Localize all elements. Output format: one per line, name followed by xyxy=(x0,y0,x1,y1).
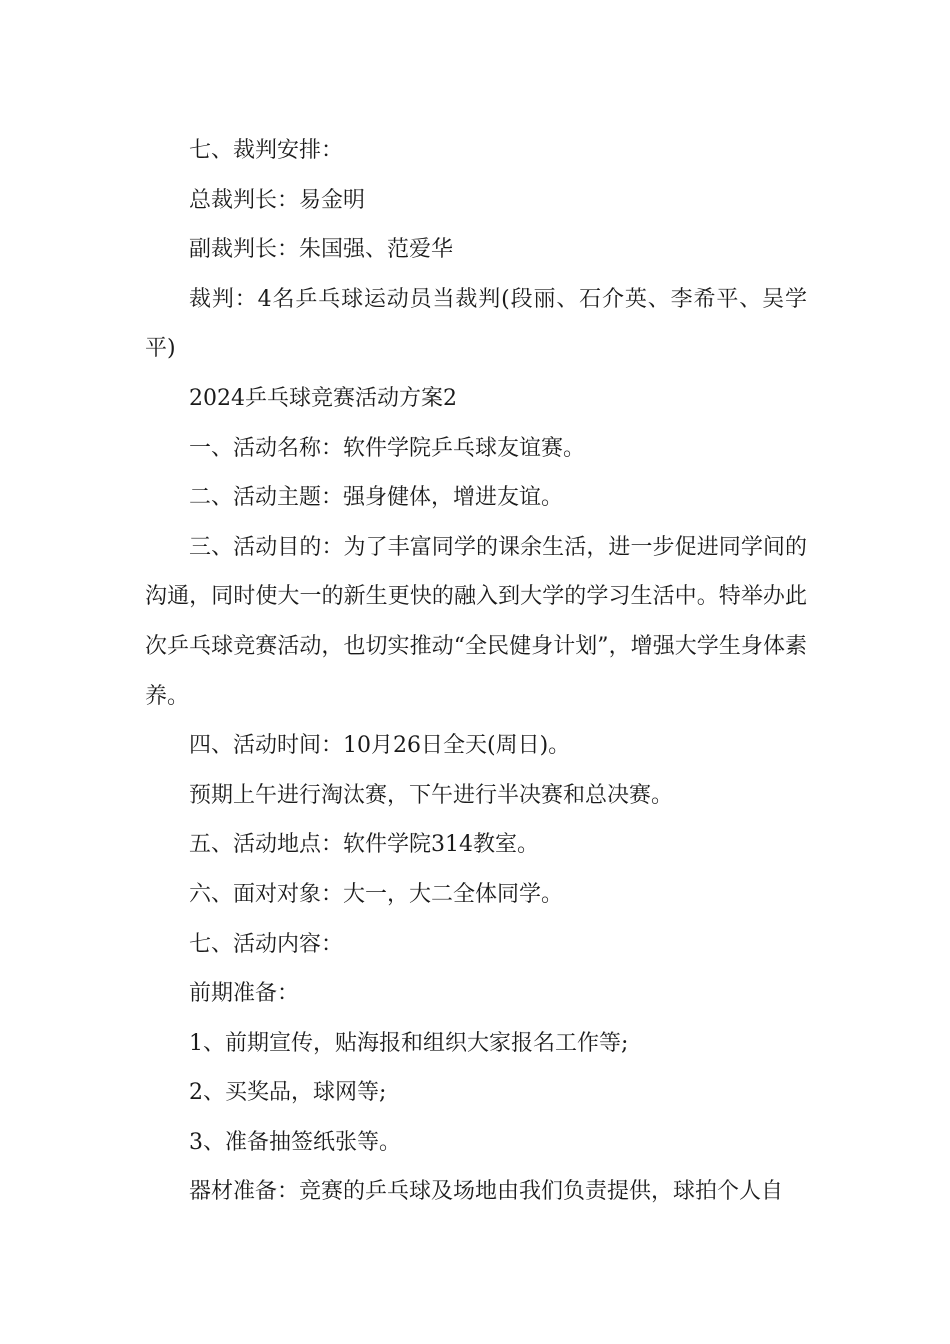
paragraph-referee-heading: 七、裁判安排： xyxy=(189,138,344,163)
paragraph-target-audience: 六、面对对象：大一，大二全体同学。 xyxy=(189,881,564,907)
paragraph-prep-item-3: 3、准备抽签纸张等。 xyxy=(189,1129,401,1155)
paragraph-schedule: 预期上午进行淘汰赛，下午进行半决赛和总决赛。 xyxy=(189,782,674,808)
paragraph-preparation: 前期准备： xyxy=(189,981,300,1007)
document-page xyxy=(145,126,807,1217)
paragraph-activity-purpose: 三、活动目的：为了丰富同学的课余生活，进一步促进同学间的沟通，同时使大一的新生更快的融入到大学的学习生活中。特举办此次乒乓球竞赛活动，也切实推动“全民健身计划”，增强大学生身体素养。 xyxy=(145,534,807,709)
paragraph-activity-time: 四、活动时间：10月26日全天(周日)。 xyxy=(189,733,571,759)
paragraph-activity-theme: 二、活动主题：强身健体，增进友谊。 xyxy=(189,485,564,511)
paragraph-prep-item-1: 1、前期宣传，贴海报和组织大家报名工作等; xyxy=(189,1030,629,1056)
paragraph-equipment: 器材准备：竞赛的乒乓球及场地由我们负责提供，球拍个人自 xyxy=(189,1179,784,1205)
paragraph-activity-name: 一、活动名称：软件学院乒乓球友谊赛。 xyxy=(189,435,586,461)
paragraph-plan-title: 2024乒乓球竞赛活动方案2 xyxy=(189,385,457,411)
paragraph-deputy-referee: 副裁判长：朱国强、范爱华 xyxy=(189,237,454,263)
paragraph-activity-location: 五、活动地点：软件学院314教室。 xyxy=(189,832,539,858)
paragraph-chief-referee: 总裁判长：易金明 xyxy=(189,187,366,213)
paragraph-prep-item-2: 2、买奖品，球网等; xyxy=(189,1080,387,1106)
paragraph-activity-content: 七、活动内容： xyxy=(189,931,344,957)
paragraph-referees: 裁判：4名乒乓球运动员当裁判(段丽、石介英、李希平、吴学平) xyxy=(145,286,807,362)
